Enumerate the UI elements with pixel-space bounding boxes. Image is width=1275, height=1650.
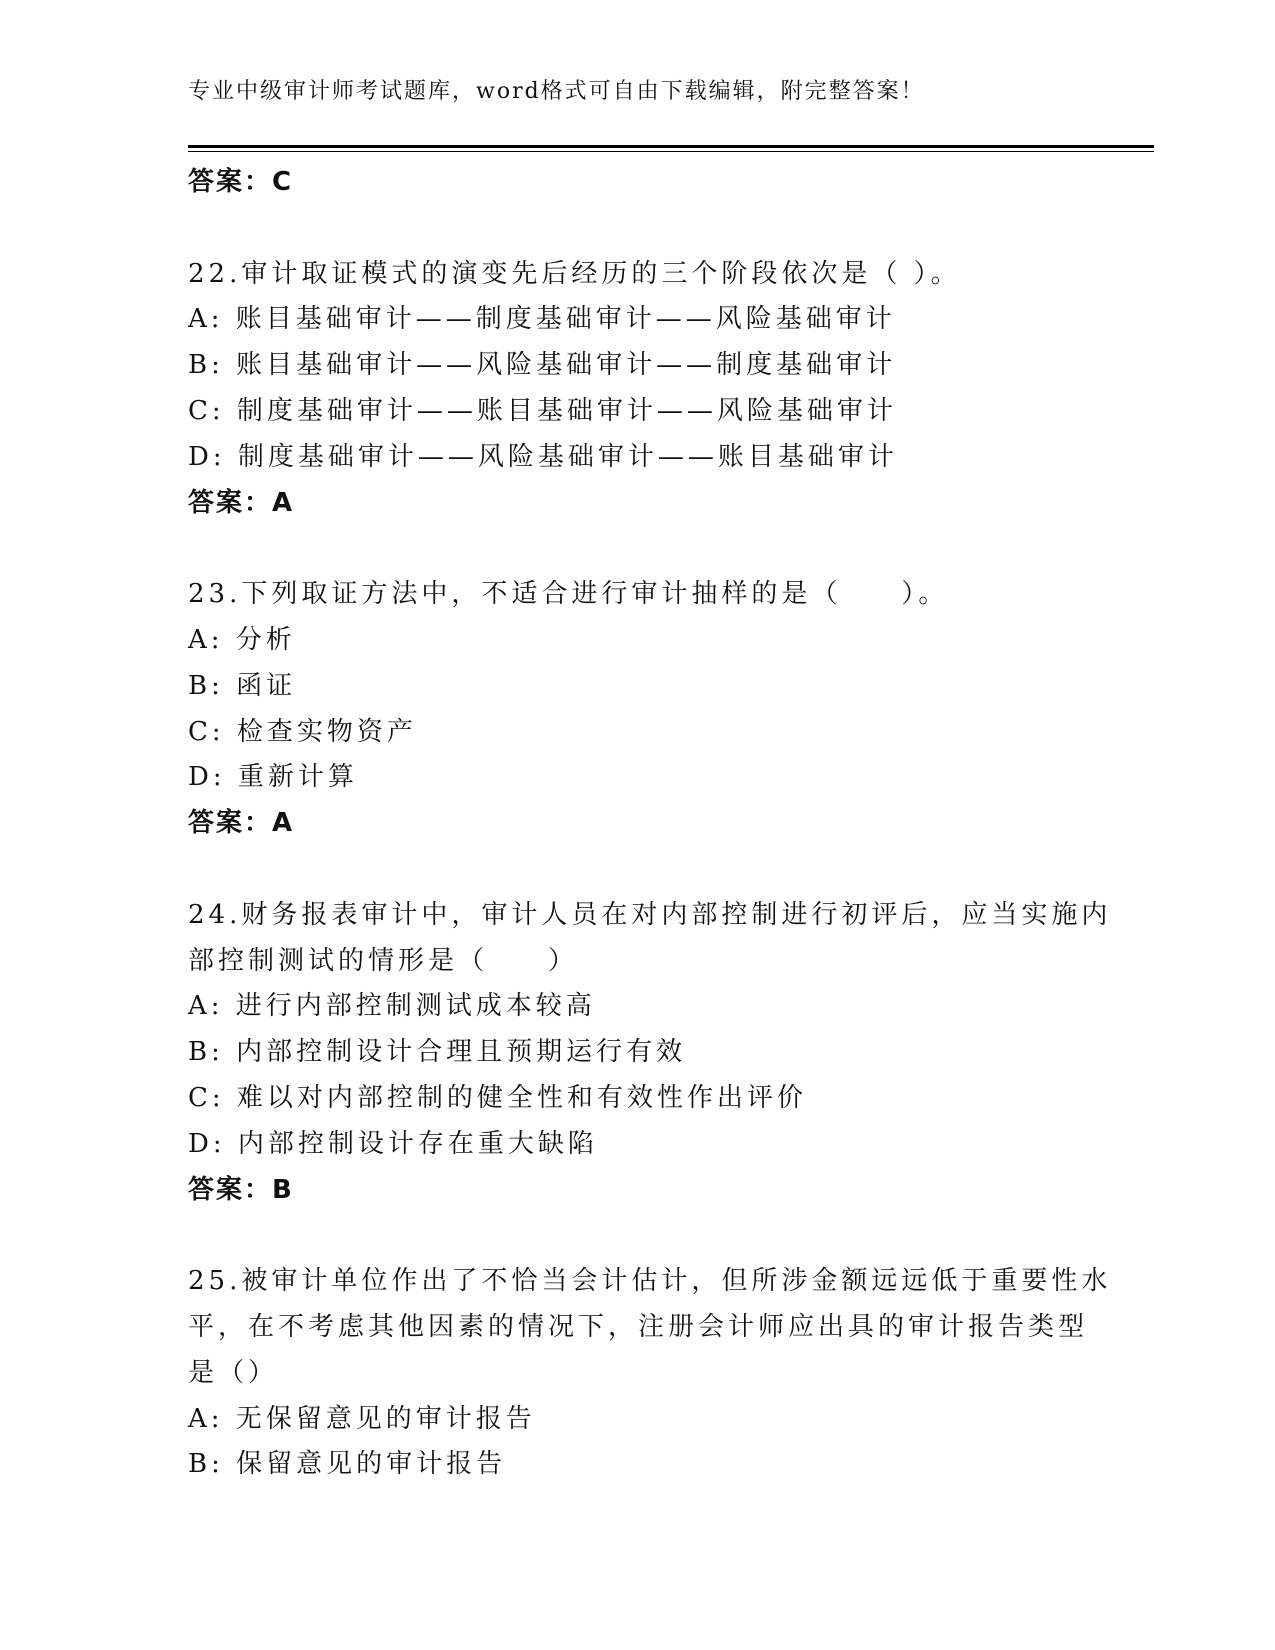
question-stem: 22.审计取证模式的演变先后经历的三个阶段依次是（ ）。 [188,258,961,289]
option-line: C: 检查实物资产 [188,716,417,747]
option-line: A: 进行内部控制测试成本较高 [188,991,596,1022]
option-line: B: 内部控制设计合理且预期运行有效 [188,1037,687,1068]
answer-line: 答案：A [188,808,295,839]
option-line: A: 分析 [188,624,296,655]
spacer [188,1213,1088,1259]
answer-line: 答案：C [188,167,294,197]
option-line: C: 制度基础审计——账目基础审计——风险基础审计 [188,395,897,426]
page-header: 专业中级审计师考试题库，word格式可自由下载编辑，附完整答案！ [188,79,925,104]
question-stem: 24.财务报表审计中，审计人员在对内部控制进行初评后，应当实施内 [188,899,1112,930]
question-stem: 部控制测试的情形是（ ） [188,945,579,976]
question-block [188,572,1088,847]
question-stem: 平，在不考虑其他因素的情况下，注册会计师应出具的审计报告类型 [188,1311,1089,1342]
question-block [188,252,1088,527]
spacer [188,206,1088,252]
option-line: D: 制度基础审计——风险基础审计——账目基础审计 [188,441,898,472]
header-rule-thin [188,151,1154,152]
question-stem: 25.被审计单位作出了不恰当会计估计，但所涉金额远远低于重要性水 [188,1266,1112,1297]
option-line: B: 函证 [188,670,297,701]
spacer [188,847,1088,893]
option-line: A: 账目基础审计——制度基础审计——风险基础审计 [188,304,896,335]
answer-line: 答案：A [188,487,295,518]
option-line: B: 保留意见的审计报告 [188,1449,507,1480]
option-line: A: 无保留意见的审计报告 [188,1403,536,1434]
option-line: C: 难以对内部控制的健全性和有效性作出评价 [188,1082,807,1113]
option-line: B: 账目基础审计——风险基础审计——制度基础审计 [188,350,897,381]
question-block [188,893,1112,1214]
spacer [188,526,1088,572]
question-block [188,1259,1112,1488]
question-list [188,160,1112,1488]
question-stem: 是（） [188,1357,279,1388]
answer-line: 答案：B [188,1174,294,1205]
option-line: D: 内部控制设计存在重大缺陷 [188,1128,598,1159]
option-line: D: 重新计算 [188,762,358,793]
question-stem: 23.下列取证方法中，不适合进行审计抽样的是（ ）。 [188,579,949,610]
header-rule-thick [188,145,1154,148]
